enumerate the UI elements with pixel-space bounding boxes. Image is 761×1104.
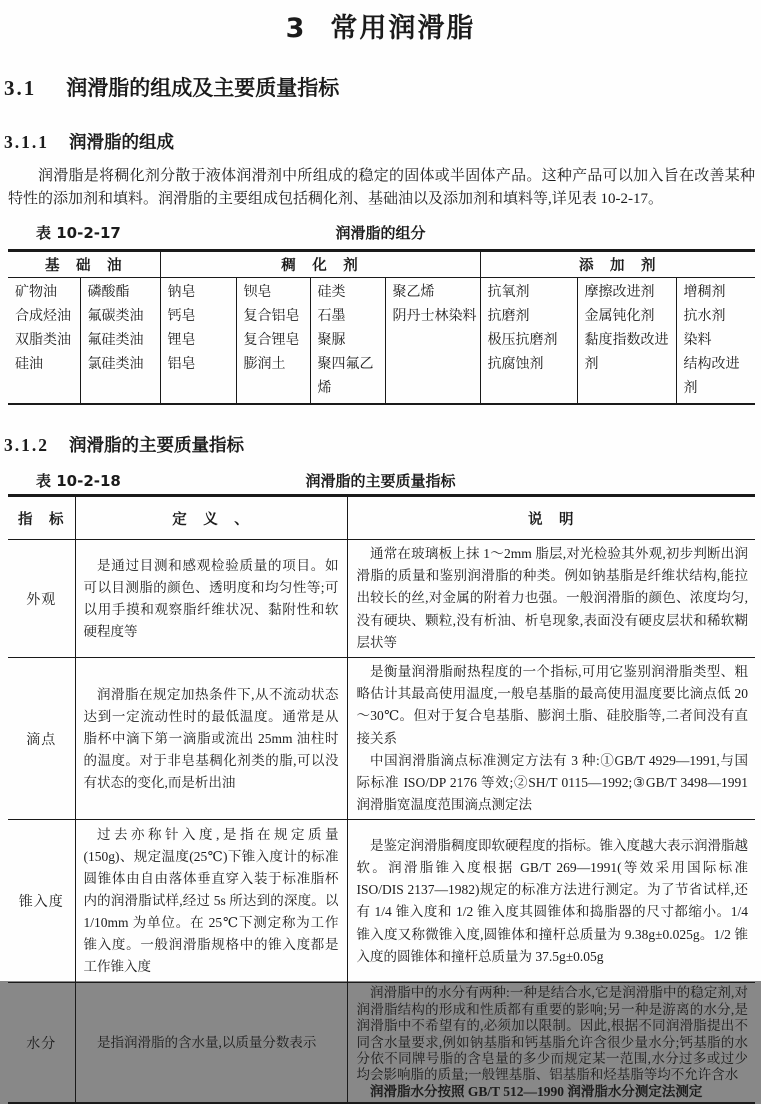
indicator-water-content: 水分: [8, 983, 75, 1103]
cell-line: 磷酸酯: [87, 285, 130, 300]
cell-line: 阴丹士林染料: [392, 309, 477, 324]
table-row-cone-penetration: [8, 820, 755, 983]
chapter-title: [0, 0, 761, 45]
note-appearance: [347, 540, 755, 658]
cell-line: 增稠剂: [683, 285, 726, 300]
cell-line: 聚脲: [317, 333, 346, 348]
cell-line: 金属钝化剂: [584, 309, 655, 324]
definition-paragraph: 是通过目测和感观检验质量的项目。如可以目测脂的颜色、透明度和均匀性等;可以用手摸和观察脂纤维状况、黏附性和软硬程度等: [83, 557, 339, 639]
additive-col-2: [577, 278, 676, 405]
cell-line: 聚四氟乙烯: [317, 357, 374, 396]
composition-header-row: [8, 251, 755, 278]
group-header-base-oil: 基 础 油: [8, 251, 160, 278]
note-paragraph: 是衡量润滑脂耐热程度的一个指标,可用它鉴别润滑脂类型、粗略估计其最高使用温度,一般皂基脂的最高使用温度要比滴点低 20～30℃。但对于复合皂基脂、膨润土脂、硅胶脂等,二者间没有直接关系: [356, 664, 748, 746]
quality-table-title: 润滑脂的主要质量指标: [305, 472, 456, 490]
additive-col-3: [676, 278, 755, 405]
definition-drop-point: [75, 658, 347, 820]
cell-line: 氯硅类油: [87, 357, 144, 372]
subsection-title-text: 润滑脂的组成: [69, 133, 174, 153]
note-drop-point: [347, 658, 755, 820]
composition-table-title: 润滑脂的组分: [335, 224, 426, 242]
cell-line: 硅油: [15, 357, 43, 372]
cell-line: 摩擦改进剂: [584, 285, 655, 300]
cell-line: 钙皂: [167, 309, 196, 324]
cell-line: 氟硅类油: [87, 333, 144, 348]
header-note: 说 明: [347, 496, 755, 540]
note-paragraph: 中国润滑脂滴点标准测定方法有 3 种:①GB/T 4929—1991,与国际标准 ISO/DP 2176 等效;②SH/T 0115—1992;③GB/T 3498—1991 润滑脂宽温度范围滴点测定法: [356, 752, 748, 813]
definition-paragraph: 是指润滑脂的含水量,以质量分数表示: [97, 1034, 317, 1050]
composition-table: [8, 249, 755, 405]
indicator-appearance: 外观: [26, 592, 57, 608]
section-heading-3-1: [4, 72, 761, 102]
table-row-drop-point: [8, 658, 755, 820]
cell-line: 染料: [683, 333, 712, 348]
note-water-content: [347, 983, 755, 1103]
cell-line: 钡皂: [243, 285, 272, 300]
cell-line: 合成烃油: [15, 309, 71, 324]
thickener-col-4: [385, 278, 480, 405]
cell-line: 钠皂: [167, 285, 196, 300]
cell-line: 铝皂: [167, 357, 196, 372]
additive-col-1: [480, 278, 577, 405]
cell-line: 双脂类油: [15, 333, 71, 348]
quality-header-row: [8, 496, 755, 540]
group-header-additive: 添 加 剂: [480, 251, 755, 278]
definition-water-content: [75, 983, 347, 1103]
definition-cone-penetration: [75, 820, 347, 983]
indicator-cone-penetration: 锥入度: [8, 820, 75, 983]
composition-table-label: 表 10-2-17: [36, 224, 121, 242]
cell-line: 抗腐蚀剂: [487, 357, 544, 372]
quality-table-label: 表 10-2-18: [36, 472, 121, 490]
note-paragraph-method: 润滑脂水分按照 GB/T 512—1990 润滑脂水分测定法测定: [370, 1083, 703, 1099]
composition-table-caption: [0, 222, 761, 244]
header-indicator: 指 标: [8, 496, 75, 540]
indicator-drop-point: 滴点: [8, 658, 75, 820]
cell-line: 矿物油: [15, 285, 57, 300]
cell-line: 膨润土: [243, 357, 286, 372]
cell-line: 极压抗磨剂: [487, 333, 558, 348]
base-oil-col-2: [80, 278, 160, 405]
base-oil-col-1: [8, 278, 80, 405]
note-paragraph: 是鉴定润滑脂稠度即软硬程度的指标。锥入度越大表示润滑脂越软。润滑脂锥入度根据 GB/T 269—1991(等效采用国际标准 ISO/DIS 2137—1982)规定的标准方法进行测定。为了节省试样,还有 1/4 锥入度和 1/2 锥入度其圆锥体和捣脂器的尺寸都缩小。1/4 锥入度又称微锥入度,圆锥体和撞杆总质量为 9.38g±0.025g。1/2 锥入度的圆锥体和撞杆总质量为 37.5g±0.05g: [356, 837, 748, 964]
section-title-text: 润滑脂的组成及主要质量指标: [66, 76, 340, 100]
cell-line: 石墨: [317, 309, 346, 324]
thickener-col-1: [160, 278, 236, 405]
cell-line: 复合铝皂: [243, 309, 300, 324]
cell-line: 聚乙烯: [392, 285, 435, 300]
table-row-water-content: [8, 983, 755, 1103]
definition-appearance: [75, 540, 347, 658]
subsection-number: 3.1.1: [4, 132, 49, 152]
cell-line: 抗磨剂: [487, 309, 530, 324]
subsection-number-2: 3.1.2: [4, 435, 49, 455]
table-row-appearance: [8, 540, 755, 658]
subsection-title-text-2: 润滑脂的主要质量指标: [69, 436, 244, 456]
cell-line: 抗水剂: [683, 309, 726, 324]
definition-paragraph: 过去亦称针入度,是指在规定质量(150g)、规定温度(25℃)下锥入度计的标准圆锥体由自由落体垂直穿入装于标准脂杯内的润滑脂试样,经过 5s 所达到的深度。以 1/10mm 为单位。在 25℃下测定称为工作锥入度。一般润滑脂规格中的锥入度都是工作锥入度: [83, 827, 339, 975]
quality-table: [8, 494, 755, 1104]
section-number: 3.1: [4, 76, 37, 100]
section-heading-3-1-2: [4, 432, 761, 457]
composition-body-row: [8, 278, 755, 405]
chapter-title-text: 常用润滑脂: [330, 13, 476, 44]
section-heading-3-1-1: [4, 129, 761, 154]
cell-line: 复合锂皂: [243, 333, 300, 348]
thickener-col-3: [310, 278, 385, 405]
note-paragraph: 润滑脂中的水分有两种:一种是结合水,它是润滑脂中的稳定剂,对润滑脂结构的形成和性质都有重要的影响;另一种是游离的水分,是润滑脂中不希望有的,必须加以限制。因此,根据不同润滑脂提出不同含水量要求,例如钠基脂和钙基脂允许含很少量水分;钙基脂的水分依不同牌号脂的含皂量的多少而规定某一范围,水分过多或过少均会影响脂的质量;一般锂基脂、铝基脂和烃基脂等均不允许含水: [356, 985, 748, 1083]
cell-line: 氟碳类油: [87, 309, 144, 324]
cell-line: 结构改进剂: [683, 357, 740, 396]
group-header-thickener: 稠 化 剂: [160, 251, 480, 278]
thickener-col-2: [236, 278, 310, 405]
cell-line: 硅类: [317, 285, 346, 300]
definition-paragraph: 润滑脂在规定加热条件下,从不流动状态达到一定流动性时的最低温度。通常是从脂杯中滴下第一滴脂或流出 25mm 油柱时的温度。对于非皂基稠化剂类的脂,可以没有状态的变化,而是析出油: [83, 686, 339, 790]
note-paragraph: 通常在玻璃板上抹 1～2mm 脂层,对光检验其外观,初步判断出润滑脂的质量和鉴别润滑脂的种类。例如钠基脂是纤维状结构,能拉出较长的丝,对金属的附着力也强。一般润滑脂的颜色、浓度均匀,没有硬块、颗粒,没有析油、析皂现象,表面没有硬皮层状和稀软糊层状等: [356, 546, 748, 650]
cell-line: 抗氧剂: [487, 285, 530, 300]
intro-paragraph: 润滑脂是将稠化剂分散于液体润滑剂中所组成的稳定的固体或半固体产品。这种产品可以加入旨在改善某种特性的添加剂和填料。润滑脂的主要组成包括稠化剂、基础油以及添加剂和填料等,详见表 10-2-17。: [8, 168, 755, 207]
header-definition: 定 义 、: [75, 496, 347, 540]
note-cone-penetration: [347, 820, 755, 983]
chapter-number: 3: [285, 13, 305, 44]
cell-line: 锂皂: [167, 333, 196, 348]
cell-line: 黏度指数改进剂: [584, 333, 669, 372]
quality-table-caption: [0, 470, 761, 492]
